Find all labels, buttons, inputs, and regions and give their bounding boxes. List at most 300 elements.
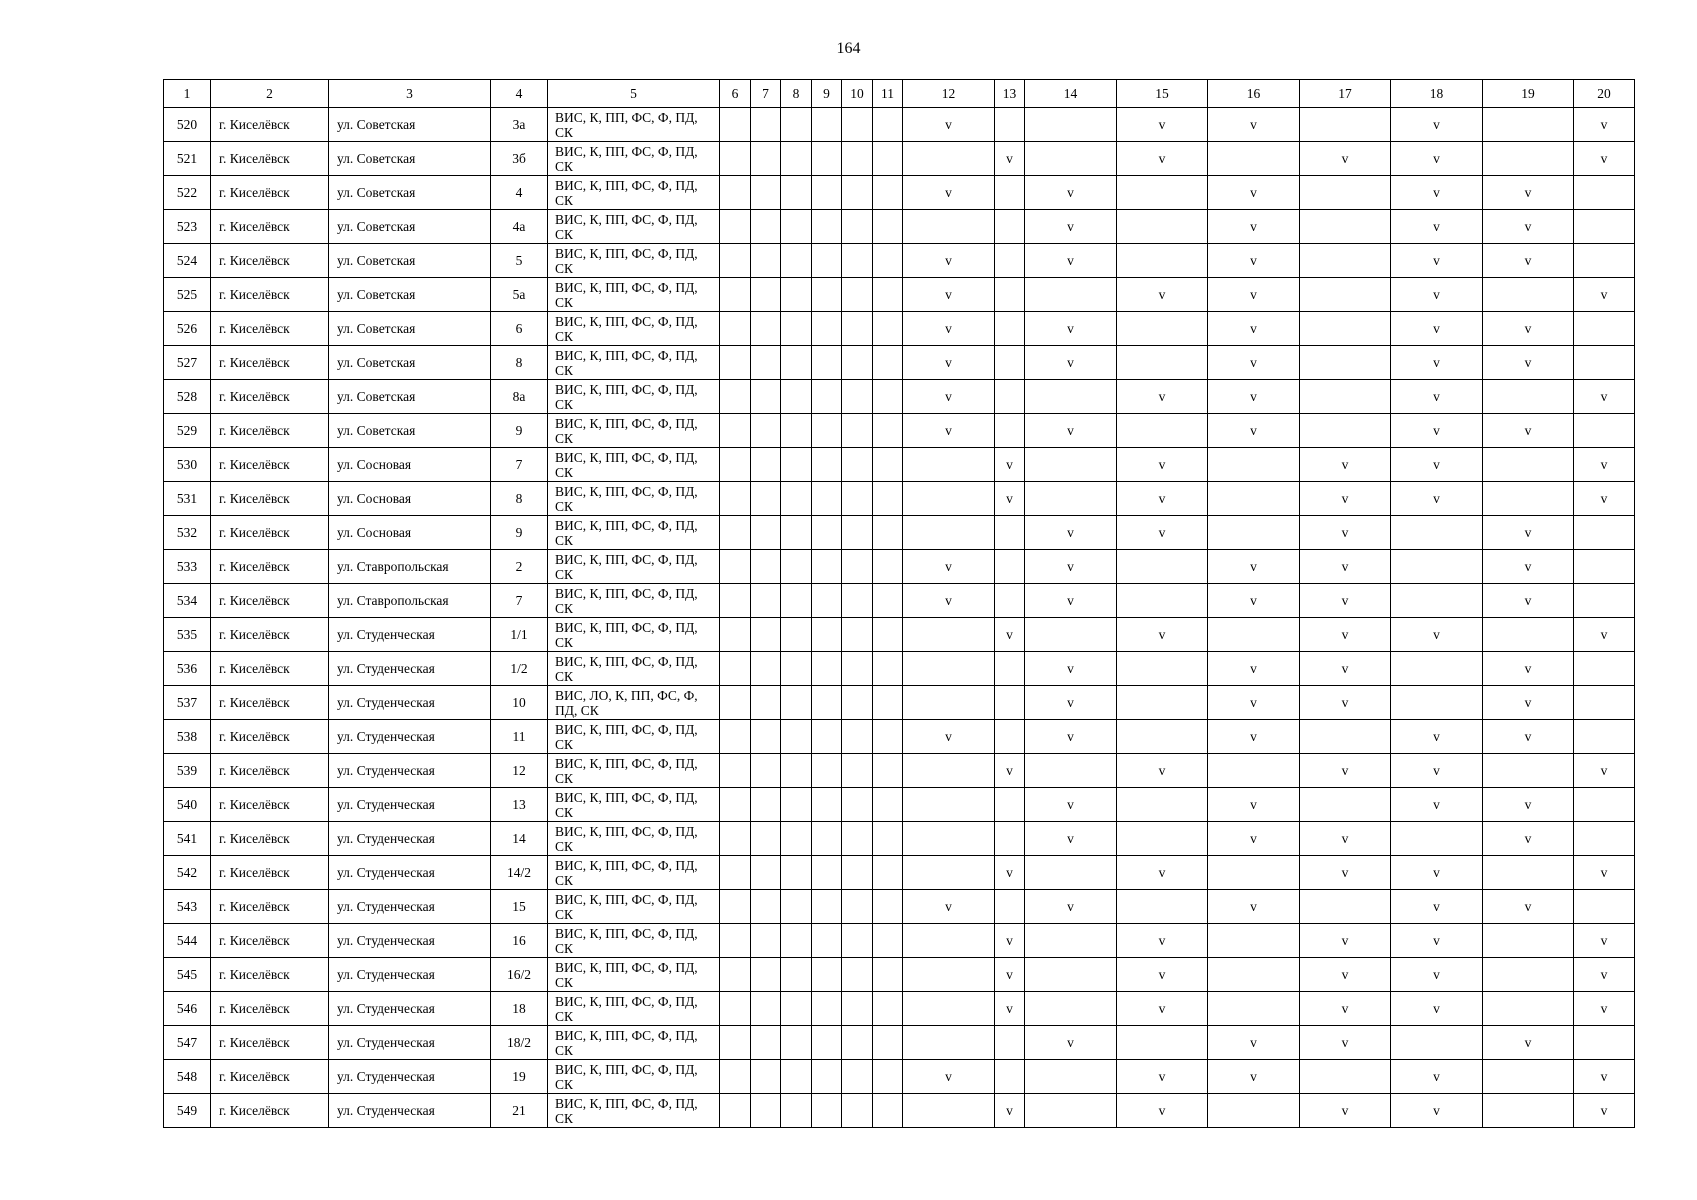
- mark-cell-col-17: [1300, 244, 1391, 278]
- row-number-cell: 520: [164, 108, 211, 142]
- mark-cell-col-14: [1025, 856, 1117, 890]
- mark-cell-col-8: [781, 550, 812, 584]
- row-number-cell: 540: [164, 788, 211, 822]
- mark-cell-col-11: [873, 278, 903, 312]
- table-row: [164, 788, 1635, 822]
- mark-cell-col-11: [873, 312, 903, 346]
- header-row: [164, 80, 1635, 108]
- mark-cell-col-11: [873, 108, 903, 142]
- mark-cell-col-11: [873, 992, 903, 1026]
- mark-cell-col-12: v: [903, 1060, 995, 1094]
- city-cell: г. Киселёвск: [211, 1060, 329, 1094]
- street-cell: ул. Студенческая: [329, 958, 491, 992]
- mark-cell-col-14: v: [1025, 550, 1117, 584]
- mark-cell-col-12: [903, 788, 995, 822]
- mark-cell-col-6: [720, 652, 751, 686]
- mark-cell-col-9: [812, 754, 842, 788]
- mark-cell-col-12: v: [903, 380, 995, 414]
- street-cell: ул. Студенческая: [329, 856, 491, 890]
- works-list-cell: ВИС, К, ПП, ФС, Ф, ПД, СК: [548, 992, 720, 1026]
- works-list-cell: ВИС, К, ПП, ФС, Ф, ПД, СК: [548, 788, 720, 822]
- mark-cell-col-7: [751, 958, 781, 992]
- mark-cell-col-11: [873, 924, 903, 958]
- mark-cell-col-10: [842, 448, 873, 482]
- column-header-11: 11: [873, 80, 903, 108]
- mark-cell-col-7: [751, 890, 781, 924]
- mark-cell-col-6: [720, 516, 751, 550]
- mark-cell-col-20: [1574, 176, 1635, 210]
- mark-cell-col-10: [842, 788, 873, 822]
- works-list-cell: ВИС, К, ПП, ФС, Ф, ПД, СК: [548, 890, 720, 924]
- mark-cell-col-19: v: [1483, 516, 1574, 550]
- column-header-14: 14: [1025, 80, 1117, 108]
- mark-cell-col-9: [812, 992, 842, 1026]
- table-row: [164, 958, 1635, 992]
- works-list-cell: ВИС, К, ПП, ФС, Ф, ПД, СК: [548, 1026, 720, 1060]
- row-number-cell: 542: [164, 856, 211, 890]
- mark-cell-col-12: [903, 1094, 995, 1128]
- works-list-cell: ВИС, К, ПП, ФС, Ф, ПД, СК: [548, 754, 720, 788]
- mark-cell-col-7: [751, 652, 781, 686]
- column-header-7: 7: [751, 80, 781, 108]
- street-cell: ул. Советская: [329, 108, 491, 142]
- mark-cell-col-12: [903, 958, 995, 992]
- mark-cell-col-20: [1574, 822, 1635, 856]
- mark-cell-col-9: [812, 210, 842, 244]
- mark-cell-col-9: [812, 822, 842, 856]
- mark-cell-col-16: v: [1208, 822, 1300, 856]
- mark-cell-col-7: [751, 108, 781, 142]
- mark-cell-col-8: [781, 108, 812, 142]
- mark-cell-col-10: [842, 652, 873, 686]
- mark-cell-col-9: [812, 856, 842, 890]
- street-cell: ул. Студенческая: [329, 822, 491, 856]
- house-number-cell: 18: [491, 992, 548, 1026]
- house-number-cell: 16/2: [491, 958, 548, 992]
- table-row: [164, 108, 1635, 142]
- mark-cell-col-18: v: [1391, 380, 1483, 414]
- mark-cell-col-14: v: [1025, 584, 1117, 618]
- house-number-cell: 15: [491, 890, 548, 924]
- mark-cell-col-6: [720, 550, 751, 584]
- works-list-cell: ВИС, К, ПП, ФС, Ф, ПД, СК: [548, 346, 720, 380]
- mark-cell-col-20: [1574, 550, 1635, 584]
- mark-cell-col-20: [1574, 1026, 1635, 1060]
- mark-cell-col-15: v: [1117, 278, 1208, 312]
- mark-cell-col-16: v: [1208, 244, 1300, 278]
- mark-cell-col-13: [995, 1060, 1025, 1094]
- mark-cell-col-6: [720, 720, 751, 754]
- mark-cell-col-15: [1117, 176, 1208, 210]
- mark-cell-col-11: [873, 686, 903, 720]
- mark-cell-col-8: [781, 482, 812, 516]
- mark-cell-col-20: [1574, 788, 1635, 822]
- mark-cell-col-16: v: [1208, 720, 1300, 754]
- mark-cell-col-11: [873, 754, 903, 788]
- mark-cell-col-11: [873, 176, 903, 210]
- table-row: [164, 822, 1635, 856]
- mark-cell-col-20: [1574, 244, 1635, 278]
- mark-cell-col-6: [720, 380, 751, 414]
- street-cell: ул. Студенческая: [329, 924, 491, 958]
- house-number-cell: 19: [491, 1060, 548, 1094]
- mark-cell-col-12: [903, 754, 995, 788]
- house-number-cell: 14: [491, 822, 548, 856]
- column-header-3: 3: [329, 80, 491, 108]
- mark-cell-col-19: v: [1483, 1026, 1574, 1060]
- mark-cell-col-7: [751, 278, 781, 312]
- mark-cell-col-14: [1025, 1094, 1117, 1128]
- mark-cell-col-18: v: [1391, 210, 1483, 244]
- table-row: [164, 550, 1635, 584]
- house-number-cell: 7: [491, 448, 548, 482]
- city-cell: г. Киселёвск: [211, 448, 329, 482]
- mark-cell-col-17: v: [1300, 516, 1391, 550]
- city-cell: г. Киселёвск: [211, 958, 329, 992]
- mark-cell-col-6: [720, 278, 751, 312]
- mark-cell-col-11: [873, 618, 903, 652]
- mark-cell-col-16: v: [1208, 346, 1300, 380]
- mark-cell-col-15: v: [1117, 992, 1208, 1026]
- mark-cell-col-17: v: [1300, 448, 1391, 482]
- mark-cell-col-16: [1208, 618, 1300, 652]
- mark-cell-col-19: [1483, 1060, 1574, 1094]
- mark-cell-col-8: [781, 890, 812, 924]
- street-cell: ул. Студенческая: [329, 890, 491, 924]
- row-number-cell: 535: [164, 618, 211, 652]
- mark-cell-col-9: [812, 618, 842, 652]
- table-row: [164, 244, 1635, 278]
- mark-cell-col-14: [1025, 958, 1117, 992]
- mark-cell-col-18: v: [1391, 992, 1483, 1026]
- mark-cell-col-13: v: [995, 958, 1025, 992]
- mark-cell-col-18: v: [1391, 448, 1483, 482]
- mark-cell-col-12: [903, 652, 995, 686]
- mark-cell-col-6: [720, 924, 751, 958]
- mark-cell-col-13: v: [995, 618, 1025, 652]
- mark-cell-col-14: [1025, 108, 1117, 142]
- mark-cell-col-10: [842, 414, 873, 448]
- mark-cell-col-12: v: [903, 108, 995, 142]
- mark-cell-col-17: [1300, 1060, 1391, 1094]
- mark-cell-col-12: v: [903, 244, 995, 278]
- mark-cell-col-10: [842, 550, 873, 584]
- column-header-6: 6: [720, 80, 751, 108]
- mark-cell-col-10: [842, 210, 873, 244]
- mark-cell-col-11: [873, 584, 903, 618]
- house-number-cell: 18/2: [491, 1026, 548, 1060]
- mark-cell-col-12: v: [903, 278, 995, 312]
- table-row: [164, 890, 1635, 924]
- house-number-cell: 13: [491, 788, 548, 822]
- mark-cell-col-8: [781, 346, 812, 380]
- street-cell: ул. Советская: [329, 210, 491, 244]
- mark-cell-col-9: [812, 958, 842, 992]
- table-row: [164, 686, 1635, 720]
- row-number-cell: 546: [164, 992, 211, 1026]
- mark-cell-col-18: v: [1391, 1094, 1483, 1128]
- mark-cell-col-12: [903, 686, 995, 720]
- mark-cell-col-13: [995, 312, 1025, 346]
- mark-cell-col-14: [1025, 380, 1117, 414]
- mark-cell-col-6: [720, 448, 751, 482]
- mark-cell-col-16: v: [1208, 788, 1300, 822]
- mark-cell-col-14: v: [1025, 720, 1117, 754]
- mark-cell-col-15: v: [1117, 1094, 1208, 1128]
- mark-cell-col-9: [812, 176, 842, 210]
- house-number-cell: 16: [491, 924, 548, 958]
- mark-cell-col-10: [842, 142, 873, 176]
- mark-cell-col-8: [781, 210, 812, 244]
- mark-cell-col-13: v: [995, 992, 1025, 1026]
- mark-cell-col-19: [1483, 754, 1574, 788]
- mark-cell-col-12: [903, 482, 995, 516]
- row-number-cell: 541: [164, 822, 211, 856]
- mark-cell-col-10: [842, 1094, 873, 1128]
- mark-cell-col-16: v: [1208, 1026, 1300, 1060]
- mark-cell-col-19: [1483, 380, 1574, 414]
- city-cell: г. Киселёвск: [211, 312, 329, 346]
- city-cell: г. Киселёвск: [211, 142, 329, 176]
- mark-cell-col-10: [842, 720, 873, 754]
- mark-cell-col-6: [720, 958, 751, 992]
- mark-cell-col-17: [1300, 346, 1391, 380]
- mark-cell-col-20: v: [1574, 618, 1635, 652]
- street-cell: ул. Студенческая: [329, 788, 491, 822]
- mark-cell-col-14: [1025, 924, 1117, 958]
- mark-cell-col-16: v: [1208, 584, 1300, 618]
- table-row: [164, 210, 1635, 244]
- mark-cell-col-19: [1483, 448, 1574, 482]
- mark-cell-col-20: v: [1574, 1060, 1635, 1094]
- mark-cell-col-13: [995, 686, 1025, 720]
- column-header-4: 4: [491, 80, 548, 108]
- house-number-cell: 10: [491, 686, 548, 720]
- mark-cell-col-6: [720, 856, 751, 890]
- works-list-cell: ВИС, К, ПП, ФС, Ф, ПД, СК: [548, 1060, 720, 1094]
- mark-cell-col-18: [1391, 550, 1483, 584]
- mark-cell-col-7: [751, 1060, 781, 1094]
- mark-cell-col-8: [781, 924, 812, 958]
- mark-cell-col-11: [873, 380, 903, 414]
- mark-cell-col-14: v: [1025, 312, 1117, 346]
- mark-cell-col-7: [751, 312, 781, 346]
- street-cell: ул. Студенческая: [329, 1026, 491, 1060]
- house-number-cell: 11: [491, 720, 548, 754]
- street-cell: ул. Студенческая: [329, 992, 491, 1026]
- mark-cell-col-18: [1391, 516, 1483, 550]
- mark-cell-col-13: [995, 414, 1025, 448]
- mark-cell-col-7: [751, 822, 781, 856]
- mark-cell-col-15: v: [1117, 108, 1208, 142]
- mark-cell-col-16: [1208, 856, 1300, 890]
- mark-cell-col-11: [873, 142, 903, 176]
- mark-cell-col-14: v: [1025, 516, 1117, 550]
- mark-cell-col-6: [720, 1026, 751, 1060]
- row-number-cell: 534: [164, 584, 211, 618]
- mark-cell-col-20: [1574, 890, 1635, 924]
- mark-cell-col-17: [1300, 176, 1391, 210]
- mark-cell-col-15: v: [1117, 754, 1208, 788]
- row-number-cell: 521: [164, 142, 211, 176]
- mark-cell-col-7: [751, 380, 781, 414]
- mark-cell-col-13: [995, 788, 1025, 822]
- mark-cell-col-17: v: [1300, 1094, 1391, 1128]
- mark-cell-col-9: [812, 312, 842, 346]
- mark-cell-col-19: v: [1483, 244, 1574, 278]
- table-row: [164, 856, 1635, 890]
- table-row: [164, 346, 1635, 380]
- works-list-cell: ВИС, К, ПП, ФС, Ф, ПД, СК: [548, 924, 720, 958]
- mark-cell-col-10: [842, 856, 873, 890]
- mark-cell-col-9: [812, 448, 842, 482]
- mark-cell-col-8: [781, 1026, 812, 1060]
- mark-cell-col-9: [812, 788, 842, 822]
- mark-cell-col-16: [1208, 448, 1300, 482]
- column-header-16: 16: [1208, 80, 1300, 108]
- mark-cell-col-15: v: [1117, 958, 1208, 992]
- mark-cell-col-11: [873, 1026, 903, 1060]
- mark-cell-col-12: [903, 822, 995, 856]
- mark-cell-col-7: [751, 924, 781, 958]
- mark-cell-col-12: [903, 1026, 995, 1060]
- mark-cell-col-12: [903, 992, 995, 1026]
- row-number-cell: 545: [164, 958, 211, 992]
- mark-cell-col-8: [781, 380, 812, 414]
- mark-cell-col-15: [1117, 720, 1208, 754]
- mark-cell-col-18: v: [1391, 856, 1483, 890]
- mark-cell-col-15: v: [1117, 448, 1208, 482]
- mark-cell-col-14: [1025, 618, 1117, 652]
- mark-cell-col-6: [720, 346, 751, 380]
- mark-cell-col-8: [781, 278, 812, 312]
- mark-cell-col-13: [995, 210, 1025, 244]
- mark-cell-col-14: [1025, 754, 1117, 788]
- house-number-cell: 8: [491, 482, 548, 516]
- mark-cell-col-7: [751, 346, 781, 380]
- column-header-19: 19: [1483, 80, 1574, 108]
- mark-cell-col-19: v: [1483, 176, 1574, 210]
- mark-cell-col-14: v: [1025, 652, 1117, 686]
- mark-cell-col-19: [1483, 618, 1574, 652]
- row-number-cell: 547: [164, 1026, 211, 1060]
- mark-cell-col-20: [1574, 584, 1635, 618]
- mark-cell-col-9: [812, 278, 842, 312]
- mark-cell-col-7: [751, 414, 781, 448]
- row-number-cell: 527: [164, 346, 211, 380]
- mark-cell-col-13: [995, 108, 1025, 142]
- mark-cell-col-9: [812, 1026, 842, 1060]
- mark-cell-col-15: v: [1117, 856, 1208, 890]
- mark-cell-col-11: [873, 414, 903, 448]
- mark-cell-col-19: [1483, 108, 1574, 142]
- mark-cell-col-18: [1391, 686, 1483, 720]
- mark-cell-col-10: [842, 584, 873, 618]
- city-cell: г. Киселёвск: [211, 278, 329, 312]
- mark-cell-col-10: [842, 618, 873, 652]
- mark-cell-col-17: v: [1300, 822, 1391, 856]
- mark-cell-col-10: [842, 958, 873, 992]
- mark-cell-col-11: [873, 856, 903, 890]
- table-row: [164, 1026, 1635, 1060]
- city-cell: г. Киселёвск: [211, 788, 329, 822]
- table-row: [164, 312, 1635, 346]
- mark-cell-col-15: [1117, 210, 1208, 244]
- mark-cell-col-12: v: [903, 176, 995, 210]
- mark-cell-col-6: [720, 822, 751, 856]
- works-list-cell: ВИС, К, ПП, ФС, Ф, ПД, СК: [548, 380, 720, 414]
- mark-cell-col-20: v: [1574, 482, 1635, 516]
- street-cell: ул. Ставропольская: [329, 584, 491, 618]
- mark-cell-col-17: [1300, 414, 1391, 448]
- row-number-cell: 543: [164, 890, 211, 924]
- table-row: [164, 1060, 1635, 1094]
- mark-cell-col-8: [781, 754, 812, 788]
- mark-cell-col-16: [1208, 958, 1300, 992]
- mark-cell-col-13: v: [995, 924, 1025, 958]
- mark-cell-col-17: [1300, 720, 1391, 754]
- mark-cell-col-13: [995, 380, 1025, 414]
- street-cell: ул. Студенческая: [329, 652, 491, 686]
- mark-cell-col-9: [812, 686, 842, 720]
- mark-cell-col-20: v: [1574, 380, 1635, 414]
- mark-cell-col-19: v: [1483, 346, 1574, 380]
- city-cell: г. Киселёвск: [211, 1026, 329, 1060]
- mark-cell-col-18: v: [1391, 720, 1483, 754]
- mark-cell-col-12: v: [903, 550, 995, 584]
- mark-cell-col-20: [1574, 720, 1635, 754]
- mark-cell-col-9: [812, 244, 842, 278]
- mark-cell-col-7: [751, 1094, 781, 1128]
- row-number-cell: 525: [164, 278, 211, 312]
- mark-cell-col-7: [751, 720, 781, 754]
- mark-cell-col-13: [995, 550, 1025, 584]
- mark-cell-col-15: [1117, 1026, 1208, 1060]
- mark-cell-col-7: [751, 210, 781, 244]
- mark-cell-col-8: [781, 992, 812, 1026]
- page-number: 164: [836, 40, 861, 57]
- mark-cell-col-20: [1574, 210, 1635, 244]
- column-header-15: 15: [1117, 80, 1208, 108]
- mark-cell-col-9: [812, 1094, 842, 1128]
- mark-cell-col-19: [1483, 1094, 1574, 1128]
- house-number-cell: 4: [491, 176, 548, 210]
- row-number-cell: 536: [164, 652, 211, 686]
- mark-cell-col-15: v: [1117, 618, 1208, 652]
- house-number-cell: 6: [491, 312, 548, 346]
- mark-cell-col-15: v: [1117, 1060, 1208, 1094]
- mark-cell-col-11: [873, 210, 903, 244]
- mark-cell-col-7: [751, 550, 781, 584]
- mark-cell-col-19: [1483, 142, 1574, 176]
- mark-cell-col-6: [720, 142, 751, 176]
- street-cell: ул. Советская: [329, 176, 491, 210]
- mark-cell-col-7: [751, 1026, 781, 1060]
- works-list-cell: ВИС, К, ПП, ФС, Ф, ПД, СК: [548, 244, 720, 278]
- works-list-cell: ВИС, К, ПП, ФС, Ф, ПД, СК: [548, 958, 720, 992]
- city-cell: г. Киселёвск: [211, 890, 329, 924]
- mark-cell-col-10: [842, 516, 873, 550]
- mark-cell-col-17: v: [1300, 142, 1391, 176]
- mark-cell-col-7: [751, 176, 781, 210]
- house-number-cell: 8: [491, 346, 548, 380]
- row-number-cell: 530: [164, 448, 211, 482]
- mark-cell-col-17: [1300, 890, 1391, 924]
- mark-cell-col-12: v: [903, 720, 995, 754]
- house-number-cell: 5: [491, 244, 548, 278]
- mark-cell-col-19: v: [1483, 414, 1574, 448]
- mark-cell-col-9: [812, 516, 842, 550]
